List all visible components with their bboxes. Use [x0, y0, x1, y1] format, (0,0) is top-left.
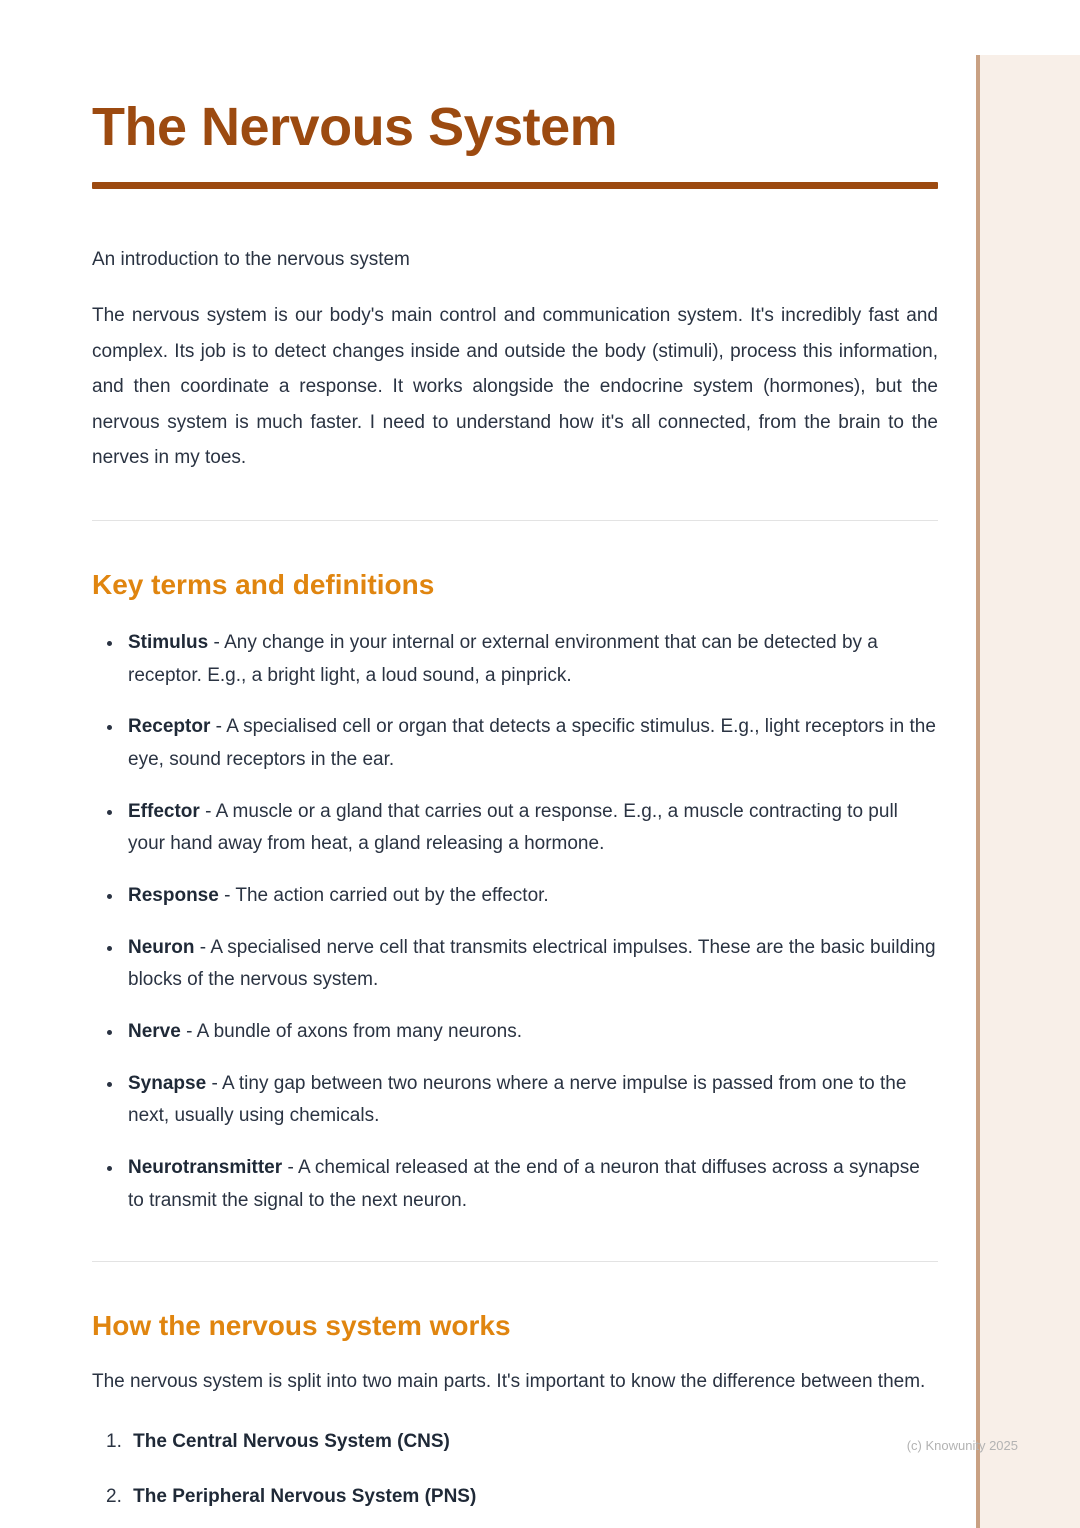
- term-name: Response: [128, 884, 219, 906]
- term-definition: A specialised cell or organ that detects a specific stimulus. E.g., light receptors in the eye, sound receptors in the ear.: [128, 716, 936, 770]
- list-label: The Central Nervous System (CNS): [133, 1430, 450, 1452]
- term-item-neurotransmitter: [124, 1152, 938, 1217]
- watermark: (c) Knowunity 2025: [906, 1438, 1018, 1453]
- section-divider-1: [92, 520, 938, 521]
- term-definition: A tiny gap between two neurons where a nerve impulse is passed from one to the next, usually using chemicals.: [128, 1072, 907, 1127]
- term-separator: -: [213, 631, 220, 653]
- term-definition: A chemical released at the end of a neuron that diffuses across a synapse to transmit the signal to the next neuron.: [128, 1156, 920, 1211]
- section-heading-how-it-works: How the nervous system works: [92, 1310, 511, 1342]
- term-separator: -: [211, 1072, 218, 1094]
- term-separator: -: [205, 800, 212, 822]
- list-item-cns: [106, 1426, 938, 1458]
- term-separator: -: [186, 1020, 193, 1042]
- term-name: Neurotransmitter: [128, 1156, 283, 1178]
- term-definition: A muscle or a gland that carries out a response. E.g., a muscle contracting to pull your hand away from heat, a gland releasing a hormone.: [128, 800, 898, 855]
- page-edge-line: [976, 55, 980, 1528]
- intro-line: An introduction to the nervous system: [92, 249, 410, 270]
- term-definition: Any change in your internal or external environment that can be detected by a receptor. E.g., a bright light, a loud sound, a pinprick.: [128, 631, 878, 686]
- term-name: Stimulus: [128, 631, 209, 653]
- term-name: Receptor: [128, 716, 211, 738]
- term-definition: A specialised nerve cell that transmits electrical impulses. These are the basic building blocks of the nervous system.: [128, 936, 936, 991]
- list-label: The Peripheral Nervous System (PNS): [133, 1486, 477, 1508]
- term-item-effector: [124, 796, 938, 861]
- term-item-synapse: [124, 1068, 938, 1133]
- how-it-works-paragraph: The nervous system is split into two main parts. It's important to know the difference between them.: [92, 1371, 926, 1393]
- term-item-nerve: [124, 1016, 938, 1049]
- term-name: Effector: [128, 800, 200, 822]
- term-separator: -: [224, 884, 231, 906]
- term-name: Nerve: [128, 1020, 181, 1042]
- term-item-stimulus: [124, 627, 938, 692]
- list-number: 1.: [106, 1430, 122, 1452]
- page-title: The Nervous System: [92, 97, 618, 157]
- term-item-neuron: [124, 932, 938, 997]
- term-definition: A bundle of axons from many neurons.: [196, 1020, 522, 1042]
- list-number: 2.: [106, 1486, 122, 1508]
- nervous-system-parts-list: [92, 1426, 938, 1514]
- term-separator: -: [199, 936, 207, 958]
- term-definition: The action carried out by the effector.: [235, 884, 549, 906]
- key-terms-list: [92, 627, 938, 1217]
- term-name: Synapse: [128, 1072, 207, 1094]
- intro-paragraph: The nervous system is our body's main control and communication system. It's incredibly fast and complex. Its job is to detect changes inside and outside the body (stimuli), process this information, and then coordinate a response. It works alongside the endocrine system (hormones), but the nervous system is much faster. I need to understand how it's all connected, from the brain to the nerves in my toes.: [92, 305, 938, 469]
- section-divider-2: [92, 1261, 938, 1262]
- term-item-response: [124, 880, 938, 913]
- term-separator: -: [287, 1156, 294, 1178]
- list-item-pns: [106, 1481, 938, 1513]
- term-separator: -: [215, 716, 222, 738]
- title-divider: [92, 182, 938, 189]
- term-item-receptor: [124, 711, 938, 776]
- page-edge-strip: [980, 55, 1080, 1528]
- document-content: [92, 0, 938, 1528]
- section-heading-key-terms: Key terms and definitions: [92, 568, 435, 600]
- term-name: Neuron: [128, 936, 195, 958]
